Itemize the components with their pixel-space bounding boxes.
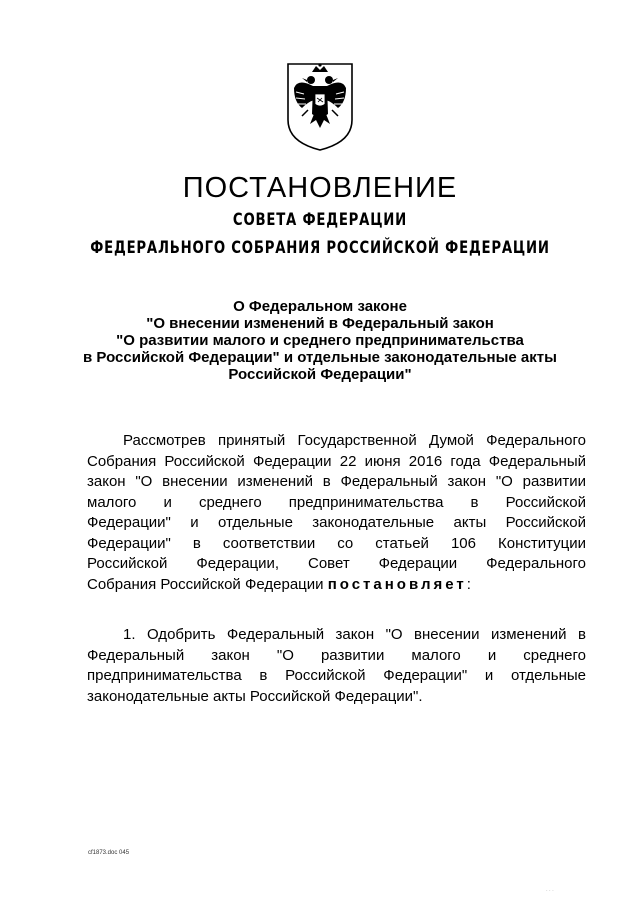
resolves-colon: :	[466, 575, 471, 593]
document-title: ПОСТАНОВЛЕНИЕ	[182, 172, 458, 204]
paragraph-line: малого и среднего предпринимательства в Российской	[87, 493, 586, 511]
paragraph-line: Федерации" и отдельные законодательные акты Российской	[87, 514, 586, 531]
paragraph-line	[87, 575, 586, 596]
document-code: сf1873.doc 045	[88, 850, 130, 856]
subject-line: "О внесении изменений в Федеральный закон	[146, 315, 494, 332]
russian-coat-of-arms-icon	[282, 58, 358, 154]
paragraph-line: Федерации" в соответствии со статьей 106 Конституции	[87, 534, 586, 552]
document-issuer-line1: СОВЕТА ФЕДЕРАЦИИ	[232, 210, 408, 230]
paragraph-line: Федеральный закон "О развитии малого и среднего	[87, 646, 586, 664]
paragraph-line: 1. Одобрить Федеральный закон "О внесении изменений в	[123, 626, 586, 643]
subject-line: в Российской Федерации" и отдельные законодательные акты	[83, 349, 557, 366]
paragraph-line: закон "О внесении изменений в Федеральный закон "О развитии	[87, 473, 586, 490]
paragraph-line: Рассмотрев принятый Государственной Думой Федерального	[123, 432, 586, 449]
resolves-word: постановляет	[327, 575, 467, 593]
corner-mark: · · ·	[546, 888, 554, 894]
document-subject	[40, 298, 600, 383]
subject-line: О Федеральном законе	[233, 298, 407, 315]
paragraph-line: законодательные акты Российской Федерации".	[87, 687, 423, 705]
subject-line: "О развитии малого и среднего предпринимательства	[116, 332, 524, 349]
paragraph-line-text: Собрания Российской Федерации	[87, 575, 324, 593]
body-paragraph-2	[87, 625, 586, 707]
body-paragraph-1	[87, 431, 586, 595]
paragraph-line: Российской Федерации, Совет Федерации Федерального	[87, 555, 586, 572]
paragraph-line: предпринимательства в Российской Федерации" и отдельные	[87, 667, 586, 684]
paragraph-line: Собрания Российской Федерации 22 июня 2016 года Федеральный	[87, 452, 586, 470]
subject-line: Российской Федерации"	[228, 366, 412, 383]
document-issuer-line2: ФЕДЕРАЛЬНОГО СОБРАНИЯ РОССИЙСКОЙ ФЕДЕРАЦИИ	[90, 238, 550, 258]
